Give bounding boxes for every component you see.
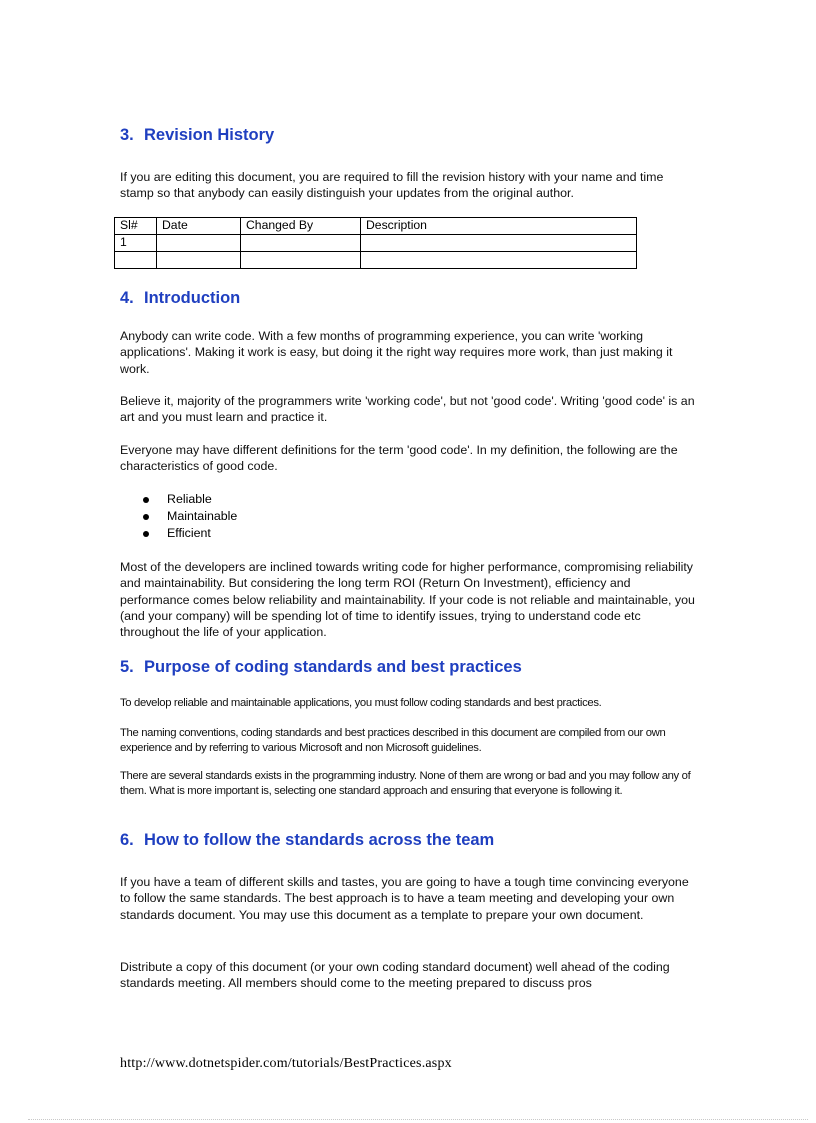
table-cell — [157, 252, 241, 269]
table-cell — [241, 252, 361, 269]
intro-paragraph-4: Most of the developers are inclined towards writing code for higher performance, compromising reliability and maintainability. But considering the long term ROI (Return On Investment), efficiency and performance comes below reliability and maintainability. If your code is not reliable and maintainable, you (and your company) will be spending lot of time to identify issues, trying to understand code etc throughout the life of your application. — [120, 560, 695, 640]
bullet-icon — [143, 531, 149, 537]
intro-paragraph-2: Believe it, majority of the programmers write 'working code', but not 'good code'. Writing 'good code' is an art and you must learn and practice it. — [120, 394, 695, 425]
purpose-paragraph-2: The naming conventions, coding standards and best practices described in this document are compiled from our own experience and by referring to various Microsoft and non Microsoft guidelines. — [120, 727, 666, 754]
footer-url[interactable]: http://www.dotnetspider.com/tutorials/BestPractices.aspx — [120, 1056, 452, 1071]
purpose-paragraph-3: There are several standards exists in the programming industry. None of them are wrong or bad and you may follow any of them. What is more important is, selecting one standard approach and ensuring that everyone is following it. — [120, 770, 691, 797]
bullet-icon — [143, 514, 149, 520]
intro-paragraph-3: Everyone may have different definitions for the term 'good code'. In my definition, the following are the characteristics of good code. — [120, 443, 678, 474]
section-number: 6. — [120, 831, 134, 849]
revision-intro-paragraph: If you are editing this document, you are required to fill the revision history with your name and time stamp so that anybody can easily distinguish your updates from the original author. — [120, 170, 664, 201]
table-cell — [157, 235, 241, 252]
list-item-label: Maintainable — [167, 509, 238, 523]
list-item — [120, 508, 237, 525]
list-item-label: Efficient — [167, 526, 211, 540]
list-item — [120, 525, 237, 542]
page-bottom-divider — [28, 1119, 808, 1120]
list-item-label: Reliable — [167, 492, 212, 506]
table-header-cell: Description — [361, 218, 637, 235]
section-number: 3. — [120, 126, 134, 144]
howto-paragraph-1: If you have a team of different skills and tastes, you are going to have a tough time convincing everyone to follow the same standards. The best approach is to have a team meeting and developing your own standards document. You may use this document as a template to prepare your own document. — [120, 875, 689, 922]
section-title: How to follow the standards across the team — [144, 831, 495, 849]
section-heading-revision-history — [120, 126, 274, 145]
section-number: 4. — [120, 289, 134, 307]
table-header-cell: Sl# — [115, 218, 157, 235]
section-heading-purpose — [120, 658, 522, 677]
purpose-paragraph-1: To develop reliable and maintainable applications, you must follow coding standards and best practices. — [120, 697, 602, 709]
table-cell — [361, 252, 637, 269]
bullet-icon — [143, 497, 149, 503]
howto-paragraph-2: Distribute a copy of this document (or your own coding standard document) well ahead of the coding standards meeting. All members should come to the meeting prepared to discuss pros — [120, 960, 670, 991]
table-cell — [241, 235, 361, 252]
table-row — [115, 235, 637, 252]
section-title: Revision History — [144, 126, 275, 144]
good-code-characteristics-list — [120, 491, 237, 542]
table-cell — [361, 235, 637, 252]
table-row — [115, 252, 637, 269]
table-header-cell: Date — [157, 218, 241, 235]
table-cell — [115, 252, 157, 269]
section-heading-introduction — [120, 289, 240, 308]
table-header-cell: Changed By — [241, 218, 361, 235]
section-heading-how-to-follow — [120, 831, 494, 850]
table-header-row — [115, 218, 637, 235]
section-number: 5. — [120, 658, 134, 676]
section-title: Introduction — [144, 289, 241, 307]
list-item — [120, 491, 237, 508]
table-cell: 1 — [115, 235, 157, 252]
section-title: Purpose of coding standards and best practices — [144, 658, 522, 676]
intro-paragraph-1: Anybody can write code. With a few months of programming experience, you can write 'working applications'. Making it work is easy, but doing it the right way requires more work, than just making it work. — [120, 329, 673, 376]
revision-history-table — [114, 217, 637, 269]
